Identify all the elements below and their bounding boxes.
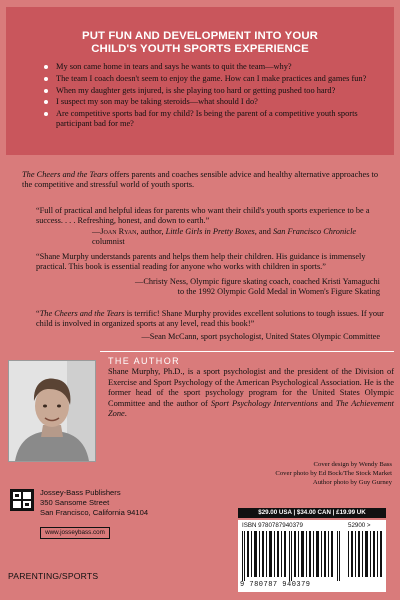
publisher-website: www.josseybass.com xyxy=(40,527,110,539)
publisher-logo-icon xyxy=(10,489,34,511)
quote-attribution xyxy=(36,227,386,248)
author-heading: THE AUTHOR xyxy=(108,356,181,366)
question-list xyxy=(44,62,376,131)
publisher-city: San Francisco, California 94104 xyxy=(40,508,149,517)
bio-book-1: Sport Psychology Interventions xyxy=(210,398,318,408)
attribution-text: columnist xyxy=(92,236,125,246)
headline-line-2: CHILD'S YOUTH SPORTS EXPERIENCE xyxy=(91,43,309,55)
author-photo xyxy=(8,360,96,462)
bullet-dot-icon xyxy=(44,112,48,116)
question-text: My son came home in tears and says he wants to quit the team—why? xyxy=(56,62,292,71)
bullet-dot-icon xyxy=(44,77,48,81)
bullet-dot-icon xyxy=(44,100,48,104)
bullet-dot-icon xyxy=(44,65,48,69)
quote-ness xyxy=(36,252,386,297)
attribution-paper: San Francisco Chronicle xyxy=(272,226,357,236)
publisher-address xyxy=(40,488,148,518)
quote-book-title: The Cheers and the Tears xyxy=(39,309,125,318)
book-title: The Cheers and the Tears xyxy=(22,170,108,179)
question-text: Are competitive sports bad for my child? Is being the parent of a competitive youth sports participant bad for me? xyxy=(56,109,358,129)
price-bar: $29.00 USA | $34.00 CAN | £19.99 UK xyxy=(238,508,386,518)
attribution-book: Little Girls in Pretty Boxes xyxy=(165,226,255,236)
quote-ryan xyxy=(36,206,386,247)
quote-text: is terrific! Shane Murphy provides excellent solutions to tough issues. If your child is involved in organized sports at any level, read this book!” xyxy=(36,309,384,329)
question-item xyxy=(44,109,376,129)
quote-mccann xyxy=(36,309,386,342)
barcode-number: 9 780787 940379 xyxy=(240,581,311,589)
quote-attribution: —Sean McCann, sport psychologist, United States Olympic Committee xyxy=(141,331,380,341)
credit-line: Cover design by Wendy Bass xyxy=(313,461,392,468)
author-divider xyxy=(100,351,394,352)
question-item xyxy=(44,86,376,96)
quote-text: “Shane Murphy understands parents and helps them help their children. His guidance is immensely practical. This book is essential reading for anyone who works with children in sports.” xyxy=(36,252,366,272)
bio-text: and xyxy=(317,398,336,408)
cover-credits xyxy=(192,460,392,487)
attribution-name: —Joan Ryan xyxy=(92,226,137,236)
barcode-addon-icon xyxy=(348,531,382,577)
question-item xyxy=(44,74,376,84)
credit-line: Cover photo by Ed Bock/The Stock Market xyxy=(275,470,392,477)
intro-paragraph xyxy=(22,170,384,191)
quote-attribution-line-2: to the 1992 Olympic Gold Medal in Women's Figure Skating xyxy=(177,286,380,296)
attribution-text: , author, xyxy=(136,226,166,236)
barcode-icon xyxy=(242,531,342,581)
barcode-panel xyxy=(238,520,386,592)
headline xyxy=(24,30,376,56)
author-bio xyxy=(108,367,394,420)
bio-text: Shane Murphy, Ph.D., is a sport psychologist and the president of the Division of Exercise and Sport Psychology of the American Psychological Association. He is the former head of the sport psychology program for the United States Olympic Committee and the author of xyxy=(108,367,394,408)
barcode-addon-number: 52900 > xyxy=(348,522,371,529)
author-portrait-image xyxy=(9,361,95,461)
attribution-text: , and xyxy=(254,226,273,236)
quote-text: “Full of practical and helpful ideas for parents who want their child's youth sports experience to be a success. . . . Refreshing, honest, and down to earth.” xyxy=(36,206,370,226)
bio-book-2: The Achievement Zone xyxy=(108,398,394,419)
publisher-street: 350 Sansome Street xyxy=(40,498,110,507)
question-item xyxy=(44,97,376,107)
quote-open-mark: “ xyxy=(36,309,40,318)
isbn-label: ISBN 9780787940379 xyxy=(242,522,303,529)
question-text: When my daughter gets injured, is she playing too hard or getting pushed too hard? xyxy=(56,85,336,95)
question-item xyxy=(44,62,376,72)
book-category: PARENTING/SPORTS xyxy=(8,571,99,581)
question-text: The team I coach doesn't seem to enjoy the game. How can I make practices and games fun? xyxy=(56,73,367,83)
credit-line: Author photo by Guy Gurney xyxy=(312,479,392,486)
bio-text: . xyxy=(124,409,127,419)
bullet-dot-icon xyxy=(44,89,48,93)
question-text: I suspect my son may be taking steroids—what should I do? xyxy=(56,97,258,107)
publisher-name: Jossey-Bass Publishers xyxy=(40,488,121,497)
intro-text: offers parents and coaches sensible advice and healthy alternative approaches to the competitive and stressful world of youth sports. xyxy=(22,170,379,190)
quote-attribution-line-1: —Christy Ness, Olympic figure skating coach, coached Kristi Yamaguchi xyxy=(135,276,380,286)
headline-line-1: PUT FUN AND DEVELOPMENT INTO YOUR xyxy=(82,30,318,42)
